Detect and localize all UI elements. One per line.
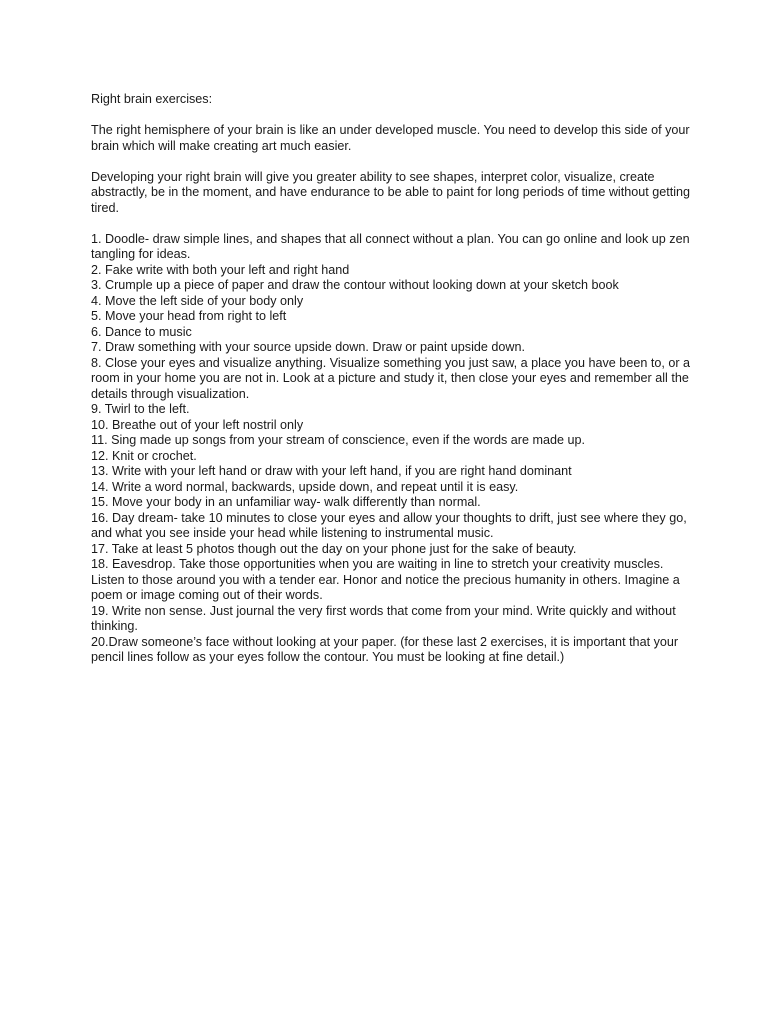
exercise-item: 15. Move your body in an unfamiliar way- walk differently than normal. (91, 495, 481, 509)
document-title: Right brain exercises: (91, 92, 213, 106)
exercise-item: 19. Write non sense. Just journal the very first words that come from your mind. Write quickly and without thinking. (91, 603, 676, 633)
exercise-item: 17. Take at least 5 photos though out the day on your phone just for the sake of beauty. (91, 541, 577, 556)
exercise-item: 8. Close your eyes and visualize anything. Visualize something you just saw, a place you have been to, or a room in your home you are not in. Look at a picture and study it, then close your eyes and remember all the details through visualization. (91, 355, 691, 401)
exercise-item: 4. Move the left side of your body only (91, 293, 304, 308)
document-page (91, 92, 691, 666)
exercise-item: 11. Sing made up songs from your stream of conscience, even if the words are made up. (91, 433, 585, 447)
exercise-item: 10. Breathe out of your left nostril only (91, 417, 304, 432)
exercise-item: 14. Write a word normal, backwards, upside down, and repeat until it is easy. (91, 479, 519, 494)
exercise-item: 9. Twirl to the left. (91, 402, 190, 416)
exercise-list (91, 232, 691, 666)
exercise-item: 7. Draw something with your source upside down. Draw or paint upside down. (91, 340, 526, 354)
exercise-item: 6. Dance to music (91, 324, 192, 339)
exercise-item: 2. Fake write with both your left and right hand (91, 262, 350, 277)
intro-paragraph: Developing your right brain will give you greater ability to see shapes, interpret color, visualize, create abstractly, be in the moment, and have endurance to be able to paint for long periods of time without getting tired. (91, 169, 691, 215)
exercise-item: 16. Day dream- take 10 minutes to close your eyes and allow your thoughts to drift, just see where they go, and what you see inside your head while listening to instrumental music. (91, 510, 687, 540)
intro-paragraph: The right hemisphere of your brain is like an under developed muscle. You need to develop this side of your brain which will make creating art much easier. (91, 123, 690, 153)
paragraph-spacer (91, 154, 691, 170)
exercise-item: 20.Draw someone’s face without looking at your paper. (for these last 2 exercises, it is important that your pencil lines follow as your eyes follow the contour. You must be looking at fine detail.) (91, 634, 679, 664)
exercise-item: 1. Doodle- draw simple lines, and shapes that all connect without a plan. You can go online and look up zen tangling for ideas. (91, 231, 690, 261)
exercise-item: 5. Move your head from right to left (91, 309, 287, 323)
exercise-item: 13. Write with your left hand or draw with your left hand, if you are right hand dominant (91, 464, 572, 478)
exercise-item: 18. Eavesdrop. Take those opportunities when you are waiting in line to stretch your creativity muscles. Listen to those around you with a tender ear. Honor and notice the precious humanity in others. Imagine a poem or image coming out of their words. (91, 557, 680, 602)
paragraph-spacer (91, 108, 691, 124)
exercise-item: 3. Crumple up a piece of paper and draw the contour without looking down at your sketch book (91, 278, 619, 292)
exercise-item: 12. Knit or crochet. (91, 448, 197, 463)
paragraph-spacer (91, 216, 691, 232)
